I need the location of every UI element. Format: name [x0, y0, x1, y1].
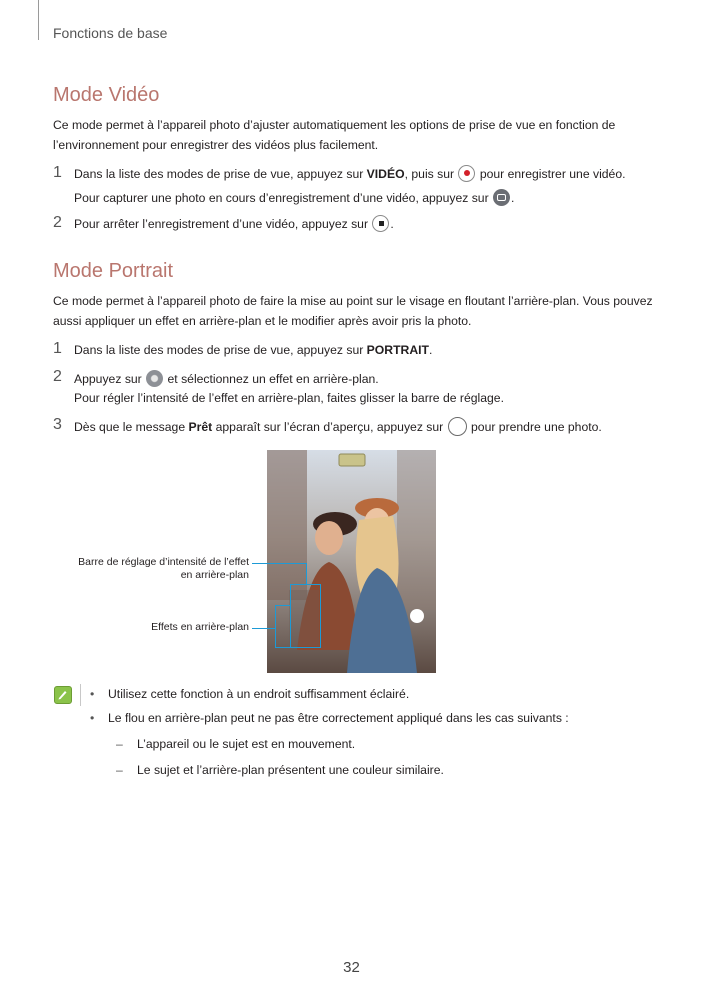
callout-intensity-slider: Barre de réglage d’intensité de l’effet en arrière-plan — [78, 556, 249, 581]
video-section-title: Mode Vidéo — [53, 84, 160, 106]
portrait-step-3-message: Prêt — [188, 420, 213, 434]
video-step-1-text — [74, 164, 674, 184]
portrait-step-1-part2: . — [428, 343, 433, 357]
portrait-step-2-number: 2 — [53, 368, 62, 385]
video-step-1-part3: pour enregistrer une vidéo. — [476, 167, 626, 181]
callout-slider-connector — [306, 563, 307, 585]
callout-background-effects: Effets en arrière-plan — [151, 621, 249, 633]
bullet-dot: • — [90, 711, 95, 725]
video-step-2-text — [74, 214, 674, 234]
portrait-step-2-subtext: Pour régler l’intensité de l’effet en arrière-plan, faites glisser la barre de réglage. — [74, 391, 504, 405]
video-intro: Ce mode permet à l’appareil photo d’ajuster automatiquement les options de prise de vue en fonction de l’environnement pour enregistrer des vidéos plus facilement. — [53, 118, 616, 152]
portrait-step-2-part1: Appuyez sur — [74, 372, 146, 386]
note-bullet-2-text: Le flou en arrière-plan peut ne pas être correctement appliqué dans les cas suivants : — [108, 711, 569, 725]
video-step-1-mode: VIDÉO — [366, 167, 405, 181]
dash-mark: – — [116, 763, 123, 777]
note-bullet-1-text: Utilisez cette fonction à un endroit suffisamment éclairé. — [108, 687, 410, 701]
portrait-step-3-part2: apparaît sur l’écran d’aperçu, appuyez sur — [212, 420, 447, 434]
portrait-step-2-part2: et sélectionnez un effet en arrière-plan. — [164, 372, 379, 386]
note-icon — [54, 686, 72, 704]
portrait-step-3-number: 3 — [53, 416, 62, 433]
video-step-1-sub-part2: . — [511, 191, 515, 205]
dash-mark: – — [116, 737, 123, 751]
stop-icon — [372, 215, 389, 232]
camera-capture-icon — [493, 189, 510, 206]
portrait-section-title: Mode Portrait — [53, 260, 174, 282]
video-step-1-sub-part1: Pour capturer une photo en cours d’enregistrement d’une vidéo, appuyez sur — [74, 191, 493, 205]
portrait-step-3-part3: pour prendre une photo. — [467, 420, 602, 434]
note-dash-2-text: Le sujet et l’arrière-plan présentent une couleur similaire. — [137, 763, 444, 777]
portrait-step-2-text — [74, 369, 674, 389]
portrait-step-3-part1: Dès que le message — [74, 420, 189, 434]
video-step-1-part2: , puis sur — [404, 167, 458, 181]
note-bullet-2 — [90, 708, 670, 728]
portrait-step-1-mode: PORTRAIT — [366, 343, 429, 357]
background-effect-icon — [146, 370, 163, 387]
callout-slider-line — [252, 563, 306, 564]
shutter-icon — [448, 417, 467, 436]
page-number: 32 — [343, 959, 360, 976]
note-pencil-glyph — [55, 687, 70, 702]
note-dash-1-text: L’appareil ou le sujet est en mouvement. — [137, 737, 356, 751]
portrait-intro: Ce mode permet à l’appareil photo de faire la mise au point sur le visage en floutant l’arrière-plan. Vous pouvez aussi appliquer un effet en arrière-plan et le modifier après avoir pris la photo. — [53, 294, 653, 328]
video-step-2-number: 2 — [53, 214, 62, 231]
header-rule — [38, 0, 39, 40]
video-step-1-subtext — [74, 188, 674, 208]
note-bullet-1 — [90, 684, 670, 704]
video-step-1-part1: Dans la liste des modes de prise de vue, appuyez sur — [74, 167, 367, 181]
video-step-1-number: 1 — [53, 164, 62, 181]
running-head: Fonctions de base — [53, 25, 168, 41]
portrait-step-3-text — [74, 417, 684, 437]
portrait-step-1-number: 1 — [53, 340, 62, 357]
note-dash-2 — [116, 760, 656, 780]
note-dash-1 — [116, 734, 656, 754]
record-icon — [458, 165, 475, 182]
video-step-2-part1: Pour arrêter l’enregistrement d’une vidéo, appuyez sur — [74, 217, 372, 231]
note-divider — [80, 684, 81, 706]
background-effects-highlight — [275, 605, 291, 648]
portrait-step-1-text — [74, 340, 674, 360]
portrait-step-1-part1: Dans la liste des modes de prise de vue, appuyez sur — [74, 343, 367, 357]
bullet-dot: • — [90, 687, 95, 701]
video-step-2-part2: . — [390, 217, 394, 231]
callout-effects-line — [252, 628, 276, 629]
intensity-slider-highlight — [290, 584, 321, 648]
